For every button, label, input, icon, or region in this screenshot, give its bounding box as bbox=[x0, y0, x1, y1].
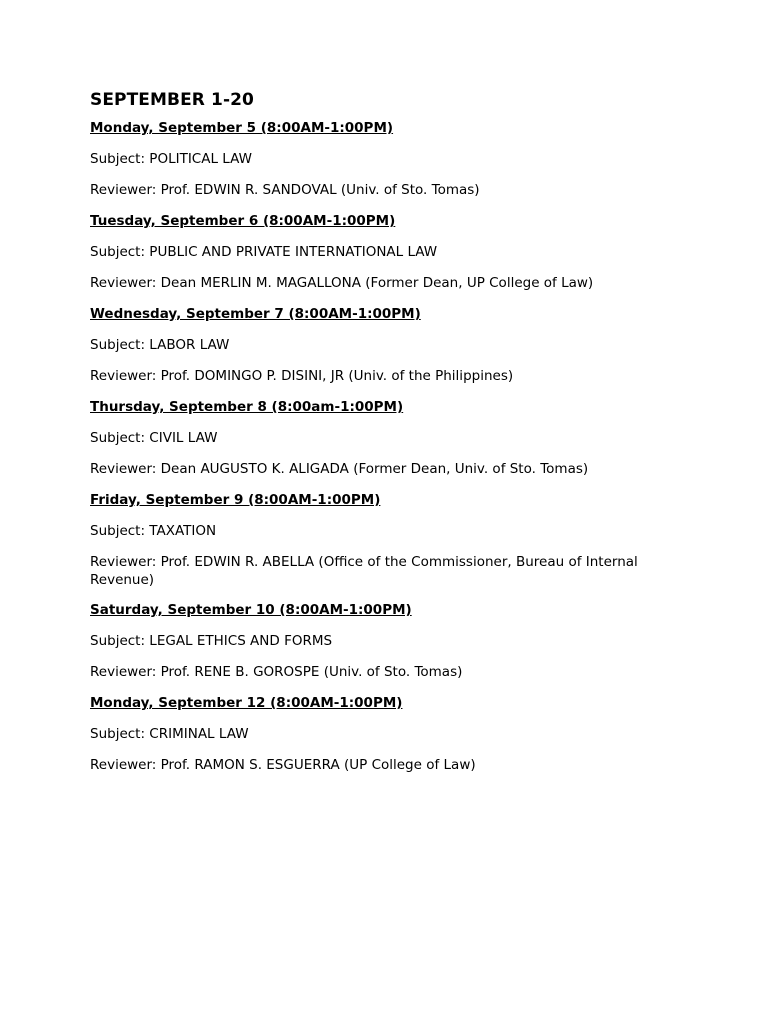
session-subject: Subject: POLITICAL LAW bbox=[90, 151, 252, 167]
session-heading: Friday, September 9 (8:00AM-1:00PM) bbox=[90, 492, 381, 508]
session-subject: Subject: CIVIL LAW bbox=[90, 430, 218, 446]
document-title: SEPTEMBER 1-20 bbox=[90, 90, 254, 110]
session-heading: Monday, September 12 (8:00AM-1:00PM) bbox=[90, 695, 403, 711]
session-block bbox=[90, 601, 690, 681]
session-subject: Subject: LABOR LAW bbox=[90, 337, 230, 353]
session-block bbox=[90, 305, 690, 385]
session-reviewer: Reviewer: Prof. RENE B. GOROSPE (Univ. of Sto. Tomas) bbox=[90, 664, 463, 680]
session-reviewer: Reviewer: Dean MERLIN M. MAGALLONA (Former Dean, UP College of Law) bbox=[90, 275, 594, 291]
session-block bbox=[90, 212, 690, 292]
session-heading: Wednesday, September 7 (8:00AM-1:00PM) bbox=[90, 306, 421, 322]
session-subject: Subject: LEGAL ETHICS AND FORMS bbox=[90, 633, 333, 649]
session-heading: Thursday, September 8 (8:00am-1:00PM) bbox=[90, 399, 404, 415]
session-subject: Subject: PUBLIC AND PRIVATE INTERNATIONAL LAW bbox=[90, 244, 438, 260]
session-reviewer: Reviewer: Prof. EDWIN R. SANDOVAL (Univ. of Sto. Tomas) bbox=[90, 182, 480, 198]
session-heading: Tuesday, September 6 (8:00AM-1:00PM) bbox=[90, 213, 396, 229]
session-reviewer: Reviewer: Prof. EDWIN R. ABELLA (Office of the Commissioner, Bureau of Internal Revenue) bbox=[90, 554, 638, 588]
session-subject: Subject: CRIMINAL LAW bbox=[90, 726, 249, 742]
session-reviewer: Reviewer: Prof. DOMINGO P. DISINI, JR (Univ. of the Philippines) bbox=[90, 368, 514, 384]
document-page bbox=[90, 88, 690, 787]
session-block bbox=[90, 119, 690, 199]
session-block bbox=[90, 398, 690, 478]
session-reviewer: Reviewer: Dean AUGUSTO K. ALIGADA (Former Dean, Univ. of Sto. Tomas) bbox=[90, 461, 589, 477]
session-block bbox=[90, 694, 690, 774]
session-reviewer: Reviewer: Prof. RAMON S. ESGUERRA (UP College of Law) bbox=[90, 757, 476, 773]
session-block bbox=[90, 491, 690, 589]
session-heading: Saturday, September 10 (8:00AM-1:00PM) bbox=[90, 602, 412, 618]
session-heading: Monday, September 5 (8:00AM-1:00PM) bbox=[90, 120, 394, 136]
session-subject: Subject: TAXATION bbox=[90, 523, 217, 539]
